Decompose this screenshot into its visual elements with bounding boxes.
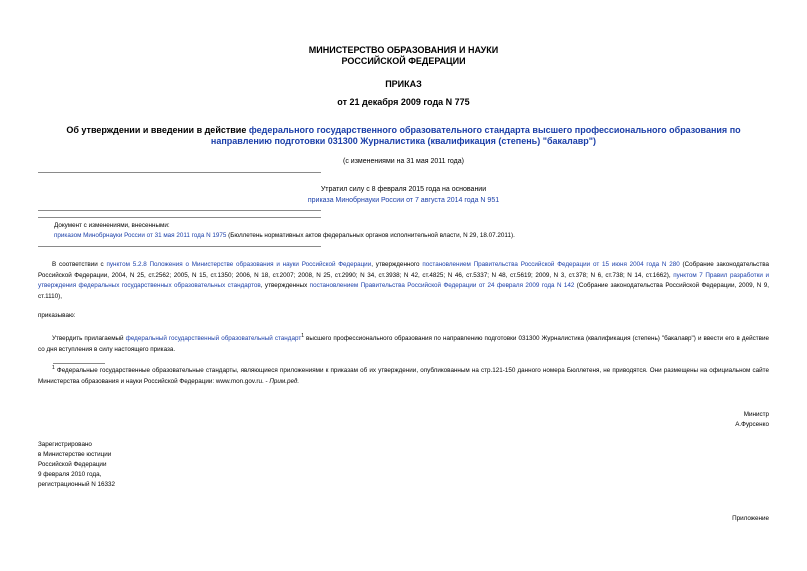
basis-text: (Собрание законодательства Российской Федерации, 2009, N 9, ст.1110), <box>38 282 769 300</box>
doc-type: ПРИКАЗ <box>385 79 422 89</box>
divider <box>38 210 321 211</box>
basis-text: , утвержденных <box>260 282 310 289</box>
order-word: приказываю: <box>38 312 76 319</box>
resolution-142-link[interactable]: постановлением Правительства Российской Федерации от 24 февраля 2009 года N 142 <box>309 282 575 289</box>
amendments-suffix: (Бюллетень нормативных актов федеральных органов исполнительной власти, N 29, 18.07.2011). <box>226 232 515 239</box>
doc-date: от 21 декабря 2009 года N 775 <box>337 97 470 107</box>
divider <box>38 217 321 218</box>
divider <box>38 172 321 173</box>
divider <box>38 246 321 247</box>
footnote-marker: 1 <box>301 332 304 339</box>
registration-line: в Министерстве юстиции <box>38 451 112 458</box>
basis-paragraph <box>38 260 769 302</box>
ministry-line-2: РОССИЙСКОЙ ФЕДЕРАЦИИ <box>341 56 466 66</box>
ministry-line-1: МИНИСТЕРСТВО ОБРАЗОВАНИЯ И НАУКИ <box>308 45 499 55</box>
approve-text: высшего профессионального образования по направлению подготовки 031300 Журналистика (квалификация (степень) "бакалавр") и ввести его в действие со дня вступления в силу настоящего приказа. <box>38 335 769 353</box>
regulation-link[interactable]: пунктом 5.2.8 Положения о Министерстве образования и науки Российской Федерации <box>106 261 372 268</box>
registration-line: 9 февраля 2010 года, <box>38 471 102 478</box>
resolution-280-link[interactable]: постановлением Правительства Российской Федерации от 15 июня 2004 года N 280 <box>422 261 680 268</box>
basis-text: , утвержденного <box>371 261 423 268</box>
registration-line: регистрационный N 16332 <box>38 481 116 488</box>
footnote-marker: 1 <box>52 364 55 371</box>
registration-line: Российской Федерации <box>38 461 107 468</box>
signature-position: Министр <box>743 411 769 418</box>
amendments-detail <box>54 231 515 241</box>
document-title <box>60 125 747 147</box>
footnote-text: Федеральные государственные образовательные стандарты, являющиеся приложениями к приказам об их утверждении, опубликованным на стр.121-150 данного номера Бюллетеня, не приводятся. Они размещены на официальном сайте Министерства образования и науки Российской Федерации: www.mon.gov.ru. - <box>38 367 769 385</box>
approve-text: Утвердить прилагаемый <box>52 335 126 342</box>
footnote-paragraph <box>38 366 769 387</box>
changes-note: (с изменениями на 31 мая 2011 года) <box>343 158 464 165</box>
signature-name: А.Фурсенко <box>735 421 769 428</box>
amendments-intro: Документ с изменениями, внесенными: <box>54 222 170 229</box>
registration-line: Зарегистрировано <box>38 441 92 448</box>
expired-order-link[interactable]: приказа Минобрнауки России от 7 августа 2014 года N 951 <box>307 197 500 204</box>
footnote-divider <box>53 363 105 364</box>
expired-line: Утратил силу с 8 февраля 2015 года на основании <box>320 186 487 193</box>
standard-link[interactable]: федеральный государственный образовательный стандарт <box>125 335 302 342</box>
title-standard-link[interactable]: федерального государственного образовательного стандарта высшего профессионального образования по направлению подготовки 031300 Журналистика (квалификация (степень) "бакалавр") <box>210 125 741 146</box>
rules-item-7-link[interactable]: пунктом 7 Правил разработки и утверждения федеральных государственных образовательных стандартов <box>38 271 769 289</box>
basis-text: В соответствии с <box>52 261 107 268</box>
approve-paragraph <box>38 334 769 355</box>
appendix-label: Приложение <box>732 515 769 522</box>
title-prefix: Об утверждении и введении в действие <box>66 125 249 135</box>
basis-text: (Собрание законодательства Российской Федерации, 2004, N 25, ст.2562; 2005, N 15, ст.1350; 2006, N 18, ст.2007; 2008, N 25, ст.2990; N 34, ст.3938; N 42, ст.4825; N 46, ст.5337; N 48, ст.5619; 2009, N 3, ст.378; N 6, ст.738; N 14, ст.1662), <box>38 261 769 279</box>
amendment-order-link[interactable]: приказом Минобрнауки России от 31 мая 2011 года N 1975 <box>54 232 227 239</box>
editor-note: Прим.ред. <box>269 377 300 385</box>
